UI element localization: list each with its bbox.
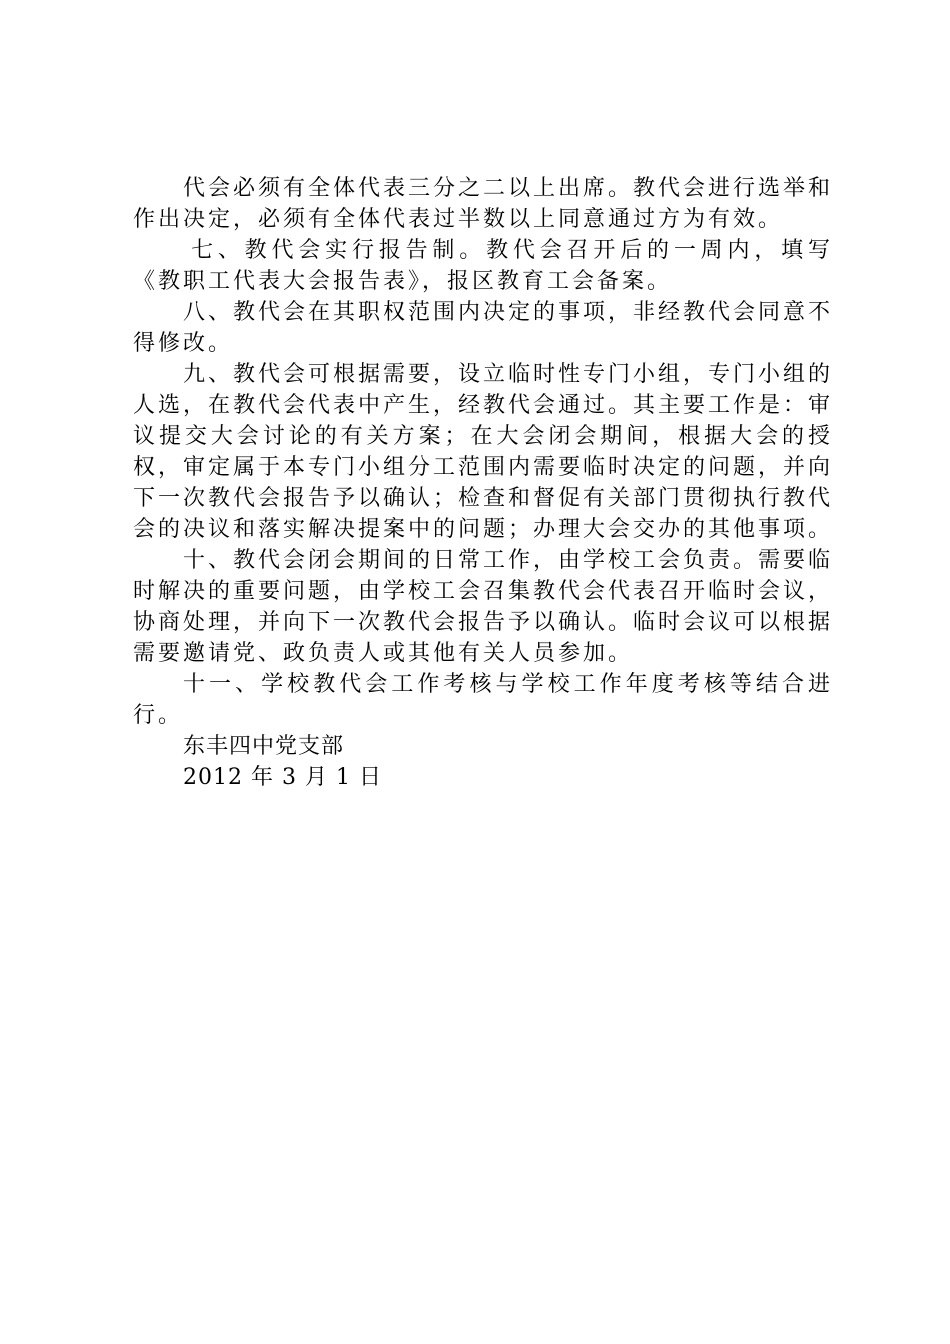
paragraph-article-9: 九、教代会可根据需要，设立临时性专门小组，专门小组的人选，在教代会代表中产生，经教代会通过。其主要工作是：审议提交大会讨论的有关方案；在大会闭会期间，根据大会的授权，审定属于本专门小组分工范围内需要临时决定的问题，并向下一次教代会报告予以确认；检查和督促有关部门贯彻执行教代会的决议和落实解决提案中的问题；办理大会交办的其他事项。 (133, 362, 834, 542)
signature-date: 2012 年 3 月 1 日 (183, 765, 382, 790)
signature-organization: 东丰四中党支部 (183, 734, 345, 759)
paragraph-article-7: 七、教代会实行报告制。教代会召开后的一周内，填写《教职工代表大会报告表》，报区教育工会备案。 (133, 238, 833, 294)
paragraph-article-8: 八、教代会在其职权范围内决定的事项，非经教代会同意不得修改。 (133, 300, 834, 356)
paragraph-quorum: 代会必须有全体代表三分之二以上出席。教代会进行选举和作出决定，必须有全体代表过半数以上同意通过方为有效。 (133, 176, 834, 232)
document-body (133, 173, 833, 793)
paragraph-article-11: 十一、学校教代会工作考核与学校工作年度考核等结合进行。 (133, 672, 833, 728)
paragraph-article-10: 十、教代会闭会期间的日常工作，由学校工会负责。需要临时解决的重要问题，由学校工会召集教代会代表召开临时会议，协商处理，并向下一次教代会报告予以确认。临时会议可以根据需要邀请党、政负责人或其他有关人员参加。 (133, 548, 834, 666)
